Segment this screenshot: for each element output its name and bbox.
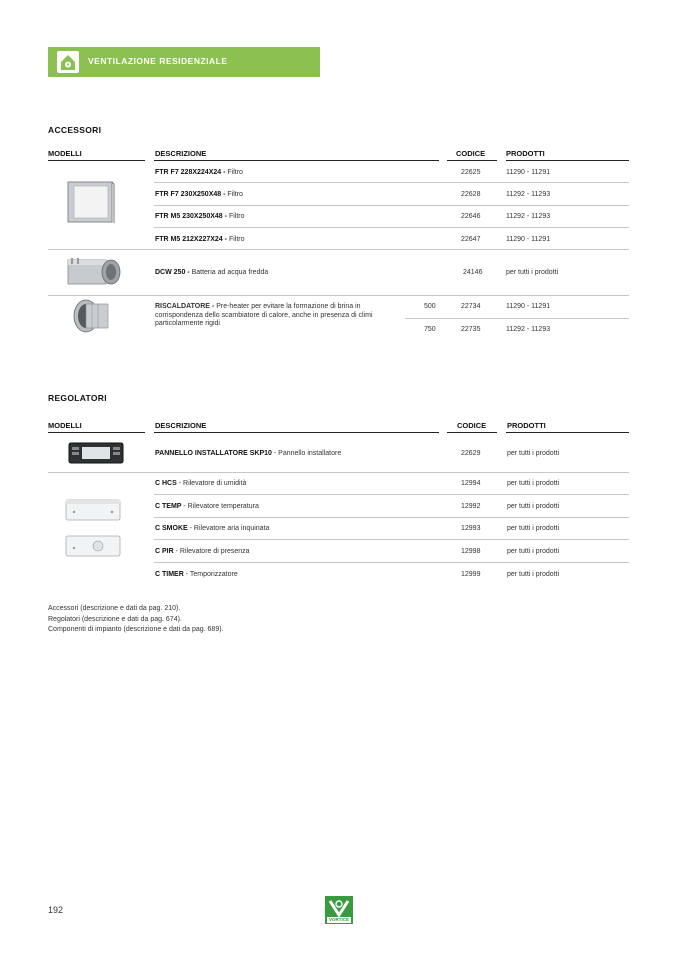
prodotti-value: per tutti i prodotti bbox=[507, 525, 560, 532]
col-header-descrizione: DESCRIZIONE bbox=[155, 421, 207, 430]
footnote: Accessori (descrizione e dati da pag. 210). bbox=[48, 605, 181, 612]
col-header-prodotti: PRODOTTI bbox=[507, 421, 546, 430]
regolatori-title: REGOLATORI bbox=[48, 393, 107, 403]
list-item: FTR M5 230X250X48 - Filtro bbox=[155, 213, 245, 220]
list-item: C TIMER - Temporizzatore bbox=[155, 571, 238, 578]
list-item: C HCS - Rilevatore di umidità bbox=[155, 480, 247, 487]
codice-value: 22625 bbox=[461, 169, 481, 176]
list-item: RISCALDATORE - Pre-heater per evitare la formazione di brina in corrispondenza dello scambiatore di calore, anche in presenza di climi particolarmente rigidi bbox=[155, 303, 373, 327]
sensor-pir-image bbox=[64, 532, 122, 560]
size-value: 500 bbox=[424, 303, 436, 310]
prodotti-value: per tutti i prodotti bbox=[507, 450, 560, 457]
list-item: FTR F7 230X250X48 - Filtro bbox=[155, 191, 243, 198]
codice-value: 12998 bbox=[461, 548, 481, 555]
prodotti-value: per tutti i prodotti bbox=[507, 571, 560, 578]
codice-value: 22647 bbox=[461, 236, 481, 243]
dcw-battery-image bbox=[64, 254, 124, 292]
list-item: FTR F7 228X224X24 - Filtro bbox=[155, 169, 243, 176]
section-banner bbox=[48, 47, 320, 77]
prodotti-value: 11292 - 11293 bbox=[506, 213, 551, 220]
prodotti-value: per tutti i prodotti bbox=[507, 503, 560, 510]
codice-value: 22629 bbox=[461, 450, 481, 457]
prodotti-value: 11292 - 11293 bbox=[506, 191, 551, 198]
accessori-title: ACCESSORI bbox=[48, 125, 102, 135]
prodotti-value: 11290 - 11291 bbox=[506, 236, 551, 243]
heater-image bbox=[70, 296, 114, 336]
col-header-prodotti: PRODOTTI bbox=[506, 149, 545, 158]
control-panel-image bbox=[68, 440, 124, 466]
list-item: C TEMP - Rilevatore temperatura bbox=[155, 503, 259, 510]
list-item: PANNELLO INSTALLATORE SKP10 - Pannello installatore bbox=[155, 450, 342, 457]
codice-value: 22735 bbox=[461, 326, 481, 333]
prodotti-value: 11290 - 11291 bbox=[506, 169, 551, 176]
col-header-modelli: MODELLI bbox=[48, 421, 82, 430]
col-header-descrizione: DESCRIZIONE bbox=[155, 149, 207, 158]
filter-image bbox=[66, 180, 116, 225]
codice-value: 22646 bbox=[461, 213, 481, 220]
prodotti-value: 11292 - 11293 bbox=[506, 326, 551, 333]
col-header-codice: CODICE bbox=[456, 149, 486, 158]
footnotes bbox=[48, 604, 224, 636]
codice-value: 12993 bbox=[461, 525, 481, 532]
list-item: C SMOKE - Rilevatore aria inquinata bbox=[155, 525, 270, 532]
vortice-logo bbox=[325, 896, 353, 924]
size-value: 750 bbox=[424, 326, 436, 333]
list-item: FTR M5 212X227X24 - Filtro bbox=[155, 236, 245, 243]
banner-title: VENTILAZIONE RESIDENZIALE bbox=[88, 56, 228, 66]
prodotti-value: 11290 - 11291 bbox=[506, 303, 551, 310]
codice-value: 12999 bbox=[461, 571, 481, 578]
list-item: DCW 250 - Batteria ad acqua fredda bbox=[155, 269, 269, 276]
footnote: Regolatori (descrizione e dati da pag. 674). bbox=[48, 615, 182, 623]
codice-value: 12994 bbox=[461, 480, 481, 487]
codice-value: 12992 bbox=[461, 503, 481, 510]
prodotti-value: per tutti i prodotti bbox=[507, 480, 560, 487]
home-ventilation-icon bbox=[57, 51, 79, 73]
prodotti-value: per tutti i prodotti bbox=[507, 548, 560, 555]
logo-text: VORTICE bbox=[328, 917, 349, 922]
sensor-image bbox=[64, 496, 122, 524]
page-number: 192 bbox=[48, 905, 64, 915]
col-header-codice: CODICE bbox=[457, 421, 487, 430]
list-item: C PIR - Rilevatore di presenza bbox=[155, 548, 250, 555]
codice-value: 24146 bbox=[463, 269, 483, 276]
col-header-modelli: MODELLI bbox=[48, 149, 82, 158]
footnote: Componenti di impianto (descrizione e dati da pag. 689). bbox=[48, 626, 224, 633]
codice-value: 22734 bbox=[461, 303, 481, 310]
prodotti-value: per tutti i prodotti bbox=[506, 269, 559, 276]
codice-value: 22628 bbox=[461, 191, 481, 198]
